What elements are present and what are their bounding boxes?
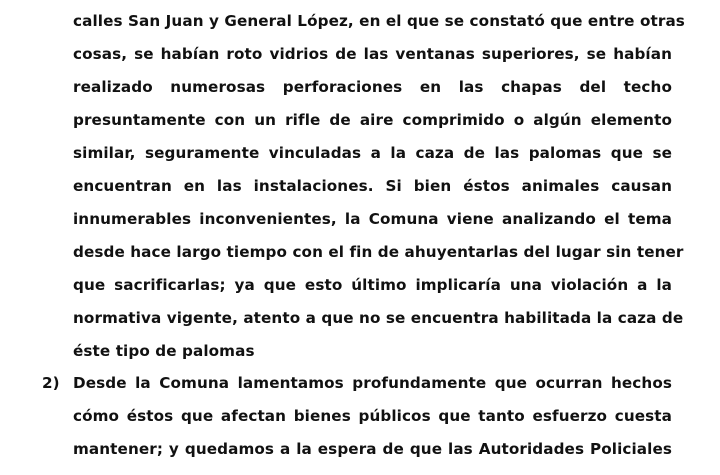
paragraph-line: innumerables inconvenientes, la Comuna viene analizando el tema <box>73 210 672 228</box>
paragraph-line: mantener; y quedamos a la espera de que las Autoridades Policiales <box>73 440 672 458</box>
paragraph-line: calles San Juan y General López, en el que se constató que entre otras <box>73 12 685 30</box>
paragraph-line: encuentran en las instalaciones. Si bien éstos animales causan <box>73 177 672 195</box>
paragraph-line: cómo éstos que afectan bienes públicos que tanto esfuerzo cuesta <box>73 407 672 425</box>
list-item-number: 2) <box>42 374 60 392</box>
paragraph-line: éste tipo de palomas <box>73 342 255 360</box>
paragraph-line: desde hace largo tiempo con el fin de ahuyentarlas del lugar sin tener <box>73 243 684 261</box>
paragraph-line: que sacrificarlas; ya que esto último implicaría una violación a la <box>73 276 672 294</box>
paragraph-line: normativa vigente, atento a que no se encuentra habilitada la caza de <box>73 309 684 327</box>
paragraph-line: realizado numerosas perforaciones en las chapas del techo <box>73 78 672 96</box>
paragraph-line: cosas, se habían roto vidrios de las ventanas superiores, se habían <box>73 45 672 63</box>
paragraph-line: Desde la Comuna lamentamos profundamente que ocurran hechos <box>73 374 672 392</box>
paragraph-line: similar, seguramente vinculadas a la caza de las palomas que se <box>73 144 672 162</box>
paragraph-line: presuntamente con un rifle de aire comprimido o algún elemento <box>73 111 672 129</box>
